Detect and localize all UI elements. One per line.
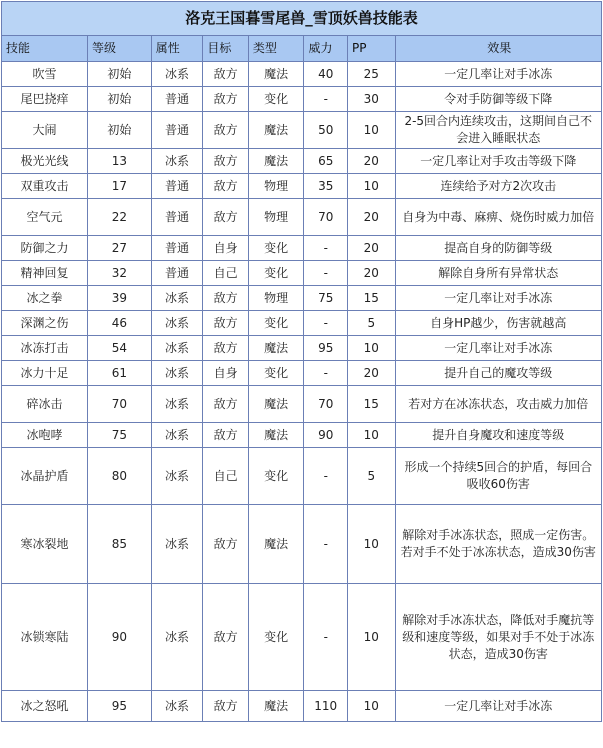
skill-effect: 一定几率让对手冰冻 xyxy=(396,286,601,310)
skill-type: 物理 xyxy=(249,174,304,198)
skill-target: 敌方 xyxy=(203,423,248,447)
skill-level: 70 xyxy=(88,386,151,422)
table-title: 洛克王国暮雪尾兽_雪顶妖兽技能表 xyxy=(2,2,601,35)
skill-pp: 5 xyxy=(348,448,395,504)
table-row xyxy=(2,386,601,422)
skill-attr: 普通 xyxy=(152,174,203,198)
skill-target: 敌方 xyxy=(203,691,248,721)
table-row xyxy=(2,149,601,173)
skill-type: 变化 xyxy=(249,311,304,335)
table-row xyxy=(2,87,601,111)
skill-name: 极光光线 xyxy=(2,149,87,173)
skill-power: - xyxy=(304,448,347,504)
skill-attr: 冰系 xyxy=(152,448,203,504)
table-row xyxy=(2,62,601,86)
skill-power: - xyxy=(304,361,347,385)
skill-target: 自身 xyxy=(203,361,248,385)
skill-pp: 25 xyxy=(348,62,395,86)
skill-target: 自己 xyxy=(203,448,248,504)
table-row xyxy=(2,311,601,335)
skill-attr: 冰系 xyxy=(152,584,203,690)
skill-name: 冰之拳 xyxy=(2,286,87,310)
skill-name: 寒冰裂地 xyxy=(2,505,87,583)
skill-pp: 15 xyxy=(348,286,395,310)
skill-type: 变化 xyxy=(249,448,304,504)
skill-type: 魔法 xyxy=(249,62,304,86)
skill-attr: 冰系 xyxy=(152,149,203,173)
skill-effect: 提高自身的防御等级 xyxy=(396,236,601,260)
skill-attr: 冰系 xyxy=(152,286,203,310)
skill-effect: 自身HP越少，伤害就越高 xyxy=(396,311,601,335)
table-row xyxy=(2,691,601,721)
skill-target: 自身 xyxy=(203,236,248,260)
skill-name: 冰之怒吼 xyxy=(2,691,87,721)
table-row xyxy=(2,286,601,310)
skill-name: 大闹 xyxy=(2,112,87,148)
skill-name: 双重攻击 xyxy=(2,174,87,198)
skill-name: 防御之力 xyxy=(2,236,87,260)
skill-effect: 提升自身魔攻和速度等级 xyxy=(396,423,601,447)
skill-effect: 连续给予对方2次攻击 xyxy=(396,174,601,198)
skill-type: 魔法 xyxy=(249,149,304,173)
skill-level: 39 xyxy=(88,286,151,310)
skill-effect: 一定几率让对手冰冻 xyxy=(396,336,601,360)
skill-type: 变化 xyxy=(249,236,304,260)
table-row xyxy=(2,423,601,447)
skill-type: 变化 xyxy=(249,361,304,385)
header-target: 目标 xyxy=(203,36,248,61)
skill-effect: 提升自己的魔攻等级 xyxy=(396,361,601,385)
skill-level: 46 xyxy=(88,311,151,335)
skill-attr: 冰系 xyxy=(152,62,203,86)
skill-level: 95 xyxy=(88,691,151,721)
skill-power: - xyxy=(304,261,347,285)
skill-pp: 30 xyxy=(348,87,395,111)
skill-pp: 20 xyxy=(348,236,395,260)
skill-type: 物理 xyxy=(249,286,304,310)
skill-name: 深渊之伤 xyxy=(2,311,87,335)
skill-target: 敌方 xyxy=(203,199,248,235)
skill-pp: 20 xyxy=(348,199,395,235)
skill-name: 冰锁寒陆 xyxy=(2,584,87,690)
skill-attr: 冰系 xyxy=(152,691,203,721)
skill-level: 初始 xyxy=(88,112,151,148)
skill-level: 75 xyxy=(88,423,151,447)
skill-power: 50 xyxy=(304,112,347,148)
skill-power: - xyxy=(304,505,347,583)
skill-attr: 冰系 xyxy=(152,336,203,360)
skill-target: 敌方 xyxy=(203,87,248,111)
skill-pp: 15 xyxy=(348,386,395,422)
skill-level: 90 xyxy=(88,584,151,690)
skill-level: 54 xyxy=(88,336,151,360)
skill-effect: 一定几率让对手冰冻 xyxy=(396,691,601,721)
skill-attr: 冰系 xyxy=(152,361,203,385)
skill-level: 22 xyxy=(88,199,151,235)
skill-attr: 普通 xyxy=(152,87,203,111)
skill-target: 敌方 xyxy=(203,149,248,173)
table-row xyxy=(2,112,601,148)
skill-pp: 20 xyxy=(348,149,395,173)
skill-type: 变化 xyxy=(249,87,304,111)
table-row xyxy=(2,361,601,385)
skill-attr: 冰系 xyxy=(152,386,203,422)
skill-name: 空气元 xyxy=(2,199,87,235)
skill-name: 冰咆哮 xyxy=(2,423,87,447)
skill-pp: 10 xyxy=(348,112,395,148)
skill-level: 32 xyxy=(88,261,151,285)
skill-table xyxy=(1,1,602,722)
skill-pp: 10 xyxy=(348,423,395,447)
skill-type: 物理 xyxy=(249,199,304,235)
skill-name: 冰力十足 xyxy=(2,361,87,385)
skill-target: 敌方 xyxy=(203,311,248,335)
skill-power: 70 xyxy=(304,199,347,235)
table-row xyxy=(2,261,601,285)
skill-power: 90 xyxy=(304,423,347,447)
skill-power: 40 xyxy=(304,62,347,86)
skill-effect: 一定几率让对手冰冻 xyxy=(396,62,601,86)
skill-level: 80 xyxy=(88,448,151,504)
skill-attr: 普通 xyxy=(152,236,203,260)
skill-effect: 若对方在冰冻状态，攻击威力加倍 xyxy=(396,386,601,422)
skill-level: 13 xyxy=(88,149,151,173)
skill-pp: 5 xyxy=(348,311,395,335)
skill-effect: 解除对手冰冻状态，降低对手魔抗等级和速度等级，如果对手不处于冰冻状态，造成30伤害 xyxy=(396,584,601,690)
skill-level: 27 xyxy=(88,236,151,260)
skill-type: 魔法 xyxy=(249,423,304,447)
skill-name: 碎冰击 xyxy=(2,386,87,422)
skill-power: 75 xyxy=(304,286,347,310)
skill-level: 61 xyxy=(88,361,151,385)
skill-type: 变化 xyxy=(249,261,304,285)
skill-pp: 20 xyxy=(348,261,395,285)
skill-name: 冰晶护盾 xyxy=(2,448,87,504)
skill-level: 17 xyxy=(88,174,151,198)
skill-target: 敌方 xyxy=(203,62,248,86)
skill-power: 95 xyxy=(304,336,347,360)
table-row xyxy=(2,584,601,690)
skill-target: 敌方 xyxy=(203,386,248,422)
skill-effect: 自身为中毒、麻痹、烧伤时威力加倍 xyxy=(396,199,601,235)
skill-name: 吹雪 xyxy=(2,62,87,86)
skill-name: 尾巴挠痒 xyxy=(2,87,87,111)
header-pp: PP xyxy=(348,36,395,61)
skill-effect: 2-5回合内连续攻击，这期间自己不会进入睡眠状态 xyxy=(396,112,601,148)
header-type: 类型 xyxy=(249,36,304,61)
skill-attr: 普通 xyxy=(152,199,203,235)
skill-attr: 普通 xyxy=(152,261,203,285)
skill-effect: 解除对手冰冻状态，照成一定伤害。若对手不处于冰冻状态，造成30伤害 xyxy=(396,505,601,583)
skill-pp: 10 xyxy=(348,584,395,690)
skill-pp: 20 xyxy=(348,361,395,385)
header-row xyxy=(2,36,601,61)
skill-attr: 冰系 xyxy=(152,423,203,447)
skill-type: 魔法 xyxy=(249,336,304,360)
skill-target: 敌方 xyxy=(203,112,248,148)
skill-power: - xyxy=(304,87,347,111)
skill-target: 自己 xyxy=(203,261,248,285)
header-level: 等级 xyxy=(88,36,151,61)
skill-name: 冰冻打击 xyxy=(2,336,87,360)
table-row xyxy=(2,505,601,583)
skill-power: 35 xyxy=(304,174,347,198)
skill-effect: 令对手防御等级下降 xyxy=(396,87,601,111)
skill-attr: 冰系 xyxy=(152,505,203,583)
skill-name: 精神回复 xyxy=(2,261,87,285)
table-row xyxy=(2,448,601,504)
table-row xyxy=(2,199,601,235)
header-skill: 技能 xyxy=(2,36,87,61)
skill-target: 敌方 xyxy=(203,584,248,690)
table-row xyxy=(2,174,601,198)
skill-pp: 10 xyxy=(348,505,395,583)
header-power: 威力 xyxy=(304,36,347,61)
skill-type: 魔法 xyxy=(249,505,304,583)
skill-target: 敌方 xyxy=(203,505,248,583)
skill-level: 初始 xyxy=(88,62,151,86)
skill-attr: 冰系 xyxy=(152,311,203,335)
header-attr: 属性 xyxy=(152,36,203,61)
skill-power: 70 xyxy=(304,386,347,422)
table-row xyxy=(2,236,601,260)
skill-level: 初始 xyxy=(88,87,151,111)
skill-type: 魔法 xyxy=(249,691,304,721)
skill-power: - xyxy=(304,311,347,335)
skill-power: 110 xyxy=(304,691,347,721)
skill-pp: 10 xyxy=(348,174,395,198)
table-row xyxy=(2,336,601,360)
skill-type: 魔法 xyxy=(249,112,304,148)
header-effect: 效果 xyxy=(396,36,601,61)
skill-attr: 普通 xyxy=(152,112,203,148)
skill-target: 敌方 xyxy=(203,174,248,198)
skill-pp: 10 xyxy=(348,336,395,360)
skill-effect: 解除自身所有异常状态 xyxy=(396,261,601,285)
skill-power: 65 xyxy=(304,149,347,173)
skill-type: 变化 xyxy=(249,584,304,690)
skill-target: 敌方 xyxy=(203,286,248,310)
skill-effect: 一定几率让对手攻击等级下降 xyxy=(396,149,601,173)
skill-power: - xyxy=(304,236,347,260)
skill-effect: 形成一个持续5回合的护盾，每回合吸收60伤害 xyxy=(396,448,601,504)
skill-level: 85 xyxy=(88,505,151,583)
skill-power: - xyxy=(304,584,347,690)
skill-target: 敌方 xyxy=(203,336,248,360)
skill-type: 魔法 xyxy=(249,386,304,422)
skill-pp: 10 xyxy=(348,691,395,721)
